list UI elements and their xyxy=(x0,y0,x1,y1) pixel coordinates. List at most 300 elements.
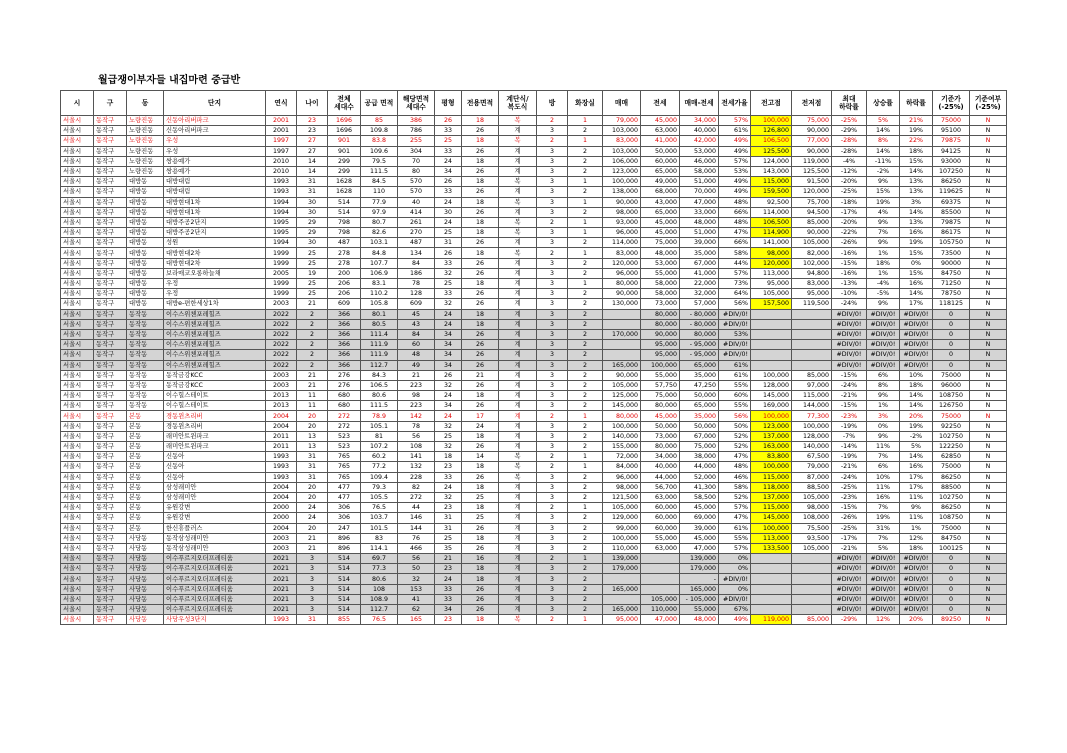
table-cell[interactable]: 102,000 xyxy=(792,258,832,268)
table-cell[interactable]: 1 xyxy=(568,217,603,227)
table-cell[interactable]: 25 xyxy=(435,279,462,289)
table-cell[interactable]: N xyxy=(970,492,1007,502)
table-cell[interactable]: -12% xyxy=(832,166,867,176)
table-cell[interactable]: 100,000 xyxy=(751,523,792,533)
table-cell[interactable]: 26 xyxy=(462,340,499,350)
table-cell[interactable]: 12% xyxy=(867,615,900,625)
table-cell[interactable]: 11 xyxy=(297,401,328,411)
table-cell[interactable]: 32 xyxy=(435,492,462,502)
table-cell[interactable]: 278 xyxy=(328,248,361,258)
table-cell[interactable]: 사당동 xyxy=(127,574,164,584)
table-cell[interactable]: 58,000 xyxy=(641,279,680,289)
table-cell[interactable]: 55% xyxy=(719,401,751,411)
table-cell[interactable]: 145,000 xyxy=(603,401,641,411)
table-cell[interactable]: 이수푸르지오더프레티움 xyxy=(164,564,266,574)
table-cell[interactable]: 95,000 xyxy=(792,289,832,299)
table-cell[interactable]: 동작구 xyxy=(94,543,127,553)
table-cell[interactable] xyxy=(603,340,641,350)
table-cell[interactable]: 88500 xyxy=(933,482,970,492)
table-cell[interactable]: 69,000 xyxy=(680,513,719,523)
table-cell[interactable]: 계 xyxy=(499,340,537,350)
table-cell[interactable]: 165,000 xyxy=(680,584,719,594)
table-cell[interactable]: 14% xyxy=(867,126,900,136)
table-cell[interactable]: 2000 xyxy=(266,513,297,523)
table-cell[interactable]: 1999 xyxy=(266,258,297,268)
table-cell[interactable]: 91,500 xyxy=(792,177,832,187)
table-cell[interactable]: 80.6 xyxy=(361,574,398,584)
table-cell[interactable]: 1 xyxy=(568,503,603,513)
table-cell[interactable]: 동작구 xyxy=(94,116,127,126)
table-cell[interactable]: N xyxy=(970,238,1007,248)
table-cell[interactable]: N xyxy=(970,187,1007,197)
table-cell[interactable]: 2022 xyxy=(266,329,297,339)
table-cell[interactable]: 105.5 xyxy=(361,492,398,502)
table-cell[interactable]: 34 xyxy=(435,166,462,176)
table-cell[interactable]: 14% xyxy=(900,391,933,401)
table-cell[interactable]: 26 xyxy=(462,187,499,197)
table-cell[interactable]: 55,000 xyxy=(641,533,680,543)
table-cell[interactable]: 75,000 xyxy=(641,238,680,248)
table-cell[interactable]: 56,700 xyxy=(641,482,680,492)
table-cell[interactable]: N xyxy=(970,319,1007,329)
table-cell[interactable]: #DIV/0! xyxy=(719,350,751,360)
table-cell[interactable]: 60,000 xyxy=(641,513,680,523)
table-cell[interactable] xyxy=(792,360,832,370)
table-cell[interactable]: 3 xyxy=(297,564,328,574)
table-cell[interactable]: 51,000 xyxy=(680,228,719,238)
table-cell[interactable]: 서울시 xyxy=(61,472,94,482)
table-cell[interactable]: -23% xyxy=(832,492,867,502)
table-cell[interactable]: 79.5 xyxy=(361,156,398,166)
table-cell[interactable]: 동작구 xyxy=(94,360,127,370)
table-cell[interactable]: 126,800 xyxy=(751,126,792,136)
table-cell[interactable]: -17% xyxy=(832,533,867,543)
table-cell[interactable]: #DIV/0! xyxy=(867,309,900,319)
table-cell[interactable]: 80,000 xyxy=(641,319,680,329)
table-cell[interactable]: - 80,000 xyxy=(680,309,719,319)
table-cell[interactable]: 99,000 xyxy=(603,523,641,533)
table-cell[interactable]: 96000 xyxy=(933,380,970,390)
table-cell[interactable]: 85,000 xyxy=(792,370,832,380)
table-cell[interactable]: 103,000 xyxy=(603,146,641,156)
table-cell[interactable]: 2 xyxy=(297,329,328,339)
table-cell[interactable]: 0% xyxy=(719,564,751,574)
table-cell[interactable]: 26 xyxy=(462,584,499,594)
table-cell[interactable] xyxy=(751,309,792,319)
table-cell[interactable]: 신동아 xyxy=(164,462,266,472)
table-cell[interactable]: 66% xyxy=(719,238,751,248)
table-cell[interactable]: -16% xyxy=(832,268,867,278)
table-cell[interactable]: 48 xyxy=(398,350,435,360)
table-cell[interactable]: 3 xyxy=(537,533,568,543)
table-cell[interactable]: 67% xyxy=(719,605,751,615)
table-cell[interactable]: 서울시 xyxy=(61,329,94,339)
table-cell[interactable]: 18 xyxy=(462,533,499,543)
table-cell[interactable]: 34 xyxy=(435,401,462,411)
table-cell[interactable]: 124,000 xyxy=(751,156,792,166)
table-cell[interactable]: 466 xyxy=(398,543,435,553)
table-cell[interactable]: 32 xyxy=(435,421,462,431)
table-cell[interactable]: 0 xyxy=(933,594,970,604)
table-cell[interactable]: 78750 xyxy=(933,289,970,299)
table-cell[interactable]: 서울시 xyxy=(61,543,94,553)
table-cell[interactable]: 95,000 xyxy=(751,279,792,289)
table-cell[interactable]: 경동윈츠리버 xyxy=(164,411,266,421)
table-cell[interactable]: 18 xyxy=(462,248,499,258)
table-cell[interactable]: - xyxy=(680,574,719,584)
table-cell[interactable]: 2 xyxy=(297,360,328,370)
table-cell[interactable]: 1993 xyxy=(266,462,297,472)
table-cell[interactable]: 서울시 xyxy=(61,554,94,564)
table-cell[interactable]: 동작구 xyxy=(94,146,127,156)
table-cell[interactable]: 사당동 xyxy=(127,554,164,564)
table-cell[interactable]: 108750 xyxy=(933,513,970,523)
table-cell[interactable]: 64% xyxy=(719,289,751,299)
table-cell[interactable]: 2 xyxy=(568,289,603,299)
table-cell[interactable]: 30 xyxy=(435,207,462,217)
table-cell[interactable]: 10% xyxy=(867,472,900,482)
table-cell[interactable]: 2004 xyxy=(266,492,297,502)
table-cell[interactable]: 105.1 xyxy=(361,421,398,431)
table-cell[interactable]: 서울시 xyxy=(61,360,94,370)
table-cell[interactable]: 68,000 xyxy=(641,187,680,197)
table-cell[interactable]: 동작구 xyxy=(94,299,127,309)
table-cell[interactable]: 2 xyxy=(537,411,568,421)
table-cell[interactable]: 3 xyxy=(537,594,568,604)
table-cell[interactable]: 13% xyxy=(900,187,933,197)
table-cell[interactable]: 본동 xyxy=(127,482,164,492)
table-cell[interactable]: 이수푸르지오더프레티움 xyxy=(164,554,266,564)
table-cell[interactable]: 89250 xyxy=(933,615,970,625)
table-cell[interactable]: 2004 xyxy=(266,411,297,421)
table-cell[interactable]: 대방동 xyxy=(127,238,164,248)
table-cell[interactable]: 115,000 xyxy=(751,503,792,513)
table-cell[interactable]: 3 xyxy=(537,228,568,238)
table-cell[interactable]: 57,750 xyxy=(641,380,680,390)
table-cell[interactable]: 계 xyxy=(499,513,537,523)
table-cell[interactable]: 50,000 xyxy=(641,146,680,156)
table-cell[interactable]: 30 xyxy=(297,238,328,248)
table-cell[interactable]: 40,000 xyxy=(641,462,680,472)
table-cell[interactable] xyxy=(751,340,792,350)
table-cell[interactable]: N xyxy=(970,126,1007,136)
table-cell[interactable]: 동작구 xyxy=(94,391,127,401)
table-cell[interactable]: 23 xyxy=(435,615,462,625)
table-cell[interactable]: 이수스위첸포레힐즈 xyxy=(164,340,266,350)
table-cell[interactable]: 계 xyxy=(499,523,537,533)
table-cell[interactable]: 2004 xyxy=(266,482,297,492)
table-cell[interactable]: 이수푸르지오더프레티움 xyxy=(164,594,266,604)
table-cell[interactable]: 26 xyxy=(462,401,499,411)
table-cell[interactable]: 1 xyxy=(568,248,603,258)
table-cell[interactable]: 95,000 xyxy=(641,350,680,360)
table-cell[interactable]: 3 xyxy=(537,401,568,411)
table-cell[interactable]: 계 xyxy=(499,554,537,564)
table-cell[interactable]: 25 xyxy=(297,289,328,299)
table-cell[interactable]: 3 xyxy=(537,492,568,502)
table-cell[interactable]: 9% xyxy=(867,431,900,441)
table-cell[interactable]: 65,000 xyxy=(680,360,719,370)
table-cell[interactable]: 서울시 xyxy=(61,452,94,462)
table-cell[interactable]: 84.3 xyxy=(361,370,398,380)
table-cell[interactable]: 110,000 xyxy=(603,543,641,553)
table-cell[interactable]: 21% xyxy=(900,116,933,126)
table-cell[interactable]: 26 xyxy=(462,258,499,268)
table-cell[interactable]: 75000 xyxy=(933,411,970,421)
table-cell[interactable]: 299 xyxy=(328,156,361,166)
table-cell[interactable]: 3 xyxy=(537,146,568,156)
table-cell[interactable]: 278 xyxy=(328,258,361,268)
table-cell[interactable]: 신동아리버파크 xyxy=(164,126,266,136)
table-cell[interactable]: 123,000 xyxy=(603,166,641,176)
table-cell[interactable]: N xyxy=(970,197,1007,207)
table-cell[interactable]: 1999 xyxy=(266,248,297,258)
table-cell[interactable]: 2021 xyxy=(266,584,297,594)
table-cell[interactable]: 2 xyxy=(568,564,603,574)
table-cell[interactable]: 77.2 xyxy=(361,462,398,472)
table-cell[interactable]: 25 xyxy=(435,533,462,543)
table-cell[interactable]: 65,000 xyxy=(680,401,719,411)
table-cell[interactable]: -16% xyxy=(832,248,867,258)
table-cell[interactable]: 동작구 xyxy=(94,248,127,258)
table-cell[interactable]: 514 xyxy=(328,197,361,207)
table-cell[interactable]: 100,000 xyxy=(751,370,792,380)
table-cell[interactable]: 228 xyxy=(398,472,435,482)
table-cell[interactable]: 동작구 xyxy=(94,442,127,452)
table-cell[interactable]: 93,500 xyxy=(792,533,832,543)
table-cell[interactable]: 26 xyxy=(435,177,462,187)
table-cell[interactable]: - 80,000 xyxy=(680,319,719,329)
table-cell[interactable]: 786 xyxy=(398,126,435,136)
table-cell[interactable]: 65,000 xyxy=(641,207,680,217)
table-cell[interactable]: 18 xyxy=(462,431,499,441)
table-cell[interactable]: 26 xyxy=(462,207,499,217)
table-cell[interactable]: 7% xyxy=(867,503,900,513)
table-cell[interactable]: 306 xyxy=(328,503,361,513)
table-cell[interactable]: 61% xyxy=(719,523,751,533)
table-cell[interactable]: 동작구 xyxy=(94,421,127,431)
table-cell[interactable]: 2 xyxy=(568,350,603,360)
table-cell[interactable]: 1 xyxy=(568,411,603,421)
table-cell[interactable] xyxy=(792,554,832,564)
table-cell[interactable]: 51,000 xyxy=(680,177,719,187)
table-cell[interactable]: 50,000 xyxy=(680,391,719,401)
table-cell[interactable]: 5% xyxy=(867,543,900,553)
table-cell[interactable]: -25% xyxy=(832,187,867,197)
table-cell[interactable]: 108 xyxy=(398,442,435,452)
table-cell[interactable]: N xyxy=(970,462,1007,472)
table-cell[interactable]: 3 xyxy=(537,329,568,339)
table-cell[interactable]: 성원 xyxy=(164,238,266,248)
table-cell[interactable]: 23 xyxy=(435,503,462,513)
table-cell[interactable]: 24 xyxy=(435,156,462,166)
table-cell[interactable]: 대방동 xyxy=(127,248,164,258)
table-cell[interactable]: 13 xyxy=(297,431,328,441)
table-cell[interactable]: 50% xyxy=(719,421,751,431)
table-cell[interactable]: 9% xyxy=(867,177,900,187)
table-cell[interactable] xyxy=(641,554,680,564)
table-cell[interactable]: 3 xyxy=(537,584,568,594)
table-cell[interactable]: 26 xyxy=(462,350,499,360)
table-cell[interactable]: 29 xyxy=(297,217,328,227)
table-cell[interactable]: 46,000 xyxy=(680,156,719,166)
table-cell[interactable]: 3 xyxy=(537,564,568,574)
table-cell[interactable]: 111.4 xyxy=(361,329,398,339)
table-cell[interactable]: 2 xyxy=(568,370,603,380)
table-cell[interactable]: -7% xyxy=(832,431,867,441)
table-cell[interactable]: 3 xyxy=(537,543,568,553)
table-cell[interactable]: 2022 xyxy=(266,319,297,329)
table-cell[interactable]: N xyxy=(970,615,1007,625)
table-cell[interactable]: 26 xyxy=(462,146,499,156)
table-cell[interactable]: 71250 xyxy=(933,279,970,289)
table-cell[interactable]: 6% xyxy=(867,462,900,472)
table-cell[interactable]: 113,000 xyxy=(751,268,792,278)
table-cell[interactable]: 44,000 xyxy=(641,472,680,482)
table-cell[interactable]: 105,000 xyxy=(792,543,832,553)
table-cell[interactable]: 3 xyxy=(537,523,568,533)
table-cell[interactable]: #DIV/0! xyxy=(832,574,867,584)
table-cell[interactable]: 477 xyxy=(328,492,361,502)
table-cell[interactable]: -19% xyxy=(832,452,867,462)
table-cell[interactable]: 73,000 xyxy=(641,431,680,441)
table-cell[interactable]: 4% xyxy=(867,207,900,217)
table-cell[interactable]: 서울시 xyxy=(61,197,94,207)
table-cell[interactable]: 80,000 xyxy=(641,442,680,452)
table-cell[interactable]: 계 xyxy=(499,533,537,543)
table-cell[interactable]: 53,000 xyxy=(641,258,680,268)
table-cell[interactable]: 90,000 xyxy=(603,197,641,207)
table-cell[interactable]: 14% xyxy=(900,207,933,217)
table-cell[interactable]: 83,000 xyxy=(792,279,832,289)
table-cell[interactable]: 86250 xyxy=(933,503,970,513)
table-cell[interactable]: 23 xyxy=(435,462,462,472)
table-cell[interactable]: 2 xyxy=(568,380,603,390)
table-cell[interactable]: N xyxy=(970,350,1007,360)
table-cell[interactable]: 서울시 xyxy=(61,411,94,421)
table-cell[interactable]: N xyxy=(970,391,1007,401)
table-cell[interactable]: 57% xyxy=(719,503,751,513)
table-cell[interactable]: 223 xyxy=(398,401,435,411)
table-cell[interactable]: 신동아 xyxy=(164,452,266,462)
table-cell[interactable]: 79875 xyxy=(933,136,970,146)
table-cell[interactable]: 29 xyxy=(297,228,328,238)
table-cell[interactable]: 21 xyxy=(297,299,328,309)
table-cell[interactable]: N xyxy=(970,340,1007,350)
table-cell[interactable]: 80.7 xyxy=(361,217,398,227)
table-cell[interactable]: #DIV/0! xyxy=(900,574,933,584)
table-cell[interactable]: 16% xyxy=(867,492,900,502)
table-cell[interactable]: N xyxy=(970,564,1007,574)
table-cell[interactable]: 84.8 xyxy=(361,248,398,258)
table-cell[interactable]: 1999 xyxy=(266,279,297,289)
table-cell[interactable]: 계 xyxy=(499,431,537,441)
table-cell[interactable]: 100,000 xyxy=(603,177,641,187)
table-cell[interactable]: 동작구 xyxy=(94,615,127,625)
table-cell[interactable]: 대방동 xyxy=(127,197,164,207)
table-cell[interactable]: 계 xyxy=(499,370,537,380)
table-cell[interactable]: N xyxy=(970,584,1007,594)
table-cell[interactable]: 동작삼성래미안 xyxy=(164,543,266,553)
table-cell[interactable]: 계 xyxy=(499,574,537,584)
table-cell[interactable]: 본동 xyxy=(127,462,164,472)
table-cell[interactable]: 사당동 xyxy=(127,564,164,574)
table-cell[interactable]: 우정 xyxy=(164,289,266,299)
table-cell[interactable]: 복 xyxy=(499,116,537,126)
table-cell[interactable]: #DIV/0! xyxy=(719,309,751,319)
table-cell[interactable]: 동작구 xyxy=(94,156,127,166)
table-cell[interactable]: #DIV/0! xyxy=(832,329,867,339)
table-cell[interactable] xyxy=(792,564,832,574)
table-cell[interactable]: 동작구 xyxy=(94,523,127,533)
table-cell[interactable] xyxy=(751,360,792,370)
table-cell[interactable]: 본동 xyxy=(127,523,164,533)
table-cell[interactable]: 67,000 xyxy=(680,258,719,268)
table-cell[interactable] xyxy=(792,605,832,615)
table-cell[interactable]: 75000 xyxy=(933,116,970,126)
table-cell[interactable]: 동작구 xyxy=(94,554,127,564)
table-cell[interactable] xyxy=(751,319,792,329)
table-cell[interactable]: 본동 xyxy=(127,431,164,441)
table-cell[interactable]: 24 xyxy=(435,574,462,584)
table-cell[interactable]: 2 xyxy=(297,319,328,329)
table-cell[interactable]: 100,000 xyxy=(641,360,680,370)
table-cell[interactable]: -28% xyxy=(832,136,867,146)
table-cell[interactable]: 24 xyxy=(435,319,462,329)
table-cell[interactable]: 서울시 xyxy=(61,482,94,492)
table-cell[interactable]: 120,000 xyxy=(751,258,792,268)
table-cell[interactable] xyxy=(641,574,680,584)
table-cell[interactable]: 동작구 xyxy=(94,238,127,248)
table-cell[interactable]: 2010 xyxy=(266,166,297,176)
table-cell[interactable]: 27 xyxy=(297,136,328,146)
table-cell[interactable]: 206 xyxy=(328,279,361,289)
table-cell[interactable]: 동작구 xyxy=(94,126,127,136)
table-cell[interactable]: 18 xyxy=(462,462,499,472)
table-cell[interactable]: 98,000 xyxy=(792,503,832,513)
table-cell[interactable]: 3 xyxy=(537,207,568,217)
table-cell[interactable]: 18% xyxy=(900,380,933,390)
table-cell[interactable]: -25% xyxy=(832,482,867,492)
table-cell[interactable]: 쌍용예가 xyxy=(164,156,266,166)
table-cell[interactable]: 2 xyxy=(568,207,603,217)
table-cell[interactable]: 31 xyxy=(297,615,328,625)
table-cell[interactable]: 80.1 xyxy=(361,309,398,319)
table-cell[interactable]: 143,000 xyxy=(751,166,792,176)
table-cell[interactable]: -21% xyxy=(832,462,867,472)
table-cell[interactable]: 계 xyxy=(499,584,537,594)
table-cell[interactable]: 96,000 xyxy=(603,268,641,278)
table-cell[interactable]: 2 xyxy=(568,126,603,136)
table-cell[interactable]: 서울시 xyxy=(61,238,94,248)
table-cell[interactable]: 2 xyxy=(568,594,603,604)
table-cell[interactable]: 45,000 xyxy=(680,503,719,513)
table-cell[interactable]: 1 xyxy=(568,462,603,472)
table-cell[interactable]: 140,000 xyxy=(792,442,832,452)
table-cell[interactable]: 대방대림 xyxy=(164,187,266,197)
table-cell[interactable]: 계 xyxy=(499,126,537,136)
table-cell[interactable]: 18 xyxy=(462,156,499,166)
table-cell[interactable]: 52,000 xyxy=(680,472,719,482)
table-cell[interactable]: 32,000 xyxy=(680,289,719,299)
table-cell[interactable]: 30 xyxy=(297,207,328,217)
table-cell[interactable]: 사당동 xyxy=(127,584,164,594)
table-cell[interactable]: 2001 xyxy=(266,116,297,126)
table-cell[interactable]: 계 xyxy=(499,421,537,431)
table-cell[interactable]: 798 xyxy=(328,228,361,238)
table-cell[interactable]: 52% xyxy=(719,442,751,452)
table-cell[interactable]: 26 xyxy=(462,299,499,309)
